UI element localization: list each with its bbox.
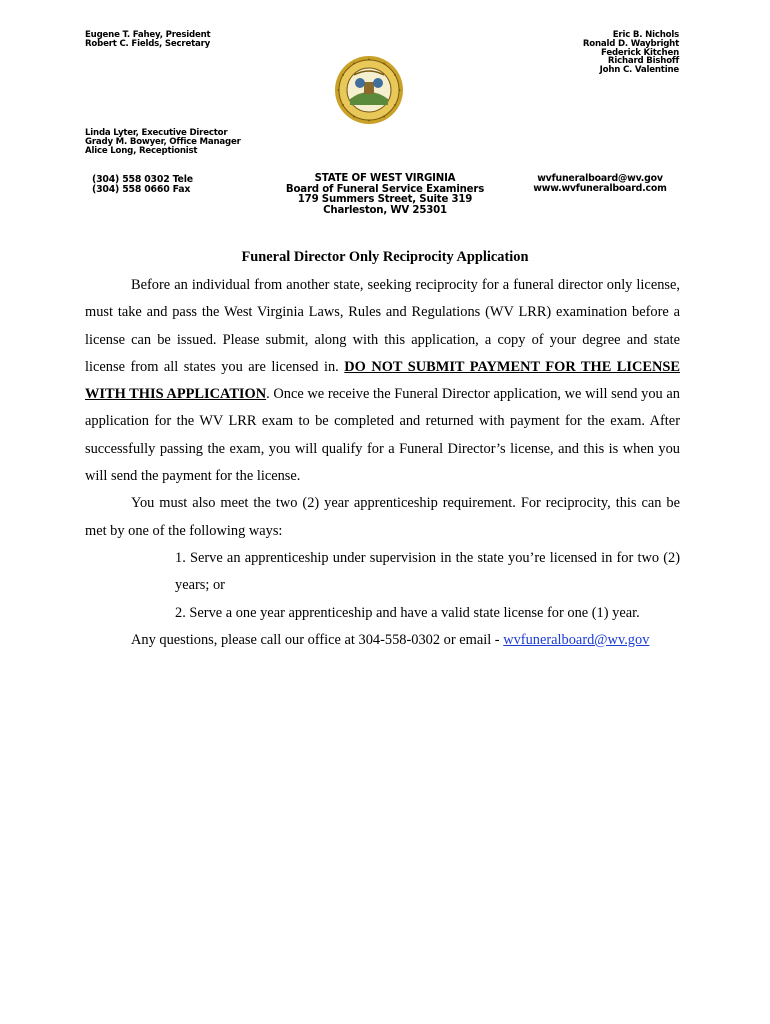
state-seal-icon	[334, 55, 404, 125]
contact-email: wvfuneralboard@wv.gov	[537, 173, 663, 184]
board-member: John C. Valentine	[599, 65, 679, 76]
staff-receptionist: Alice Long, Receptionist	[85, 145, 198, 156]
board-member: Eric B. Nichols	[612, 30, 679, 40]
officer-president: Eugene T. Fahey, President	[85, 30, 211, 40]
list-item: 2. Serve a one year apprenticeship and have a valid state license for one (1) year.	[175, 604, 640, 621]
staff-executive-director: Linda Lyter, Executive Director	[85, 128, 228, 138]
staff-office-manager: Grady M. Bowyer, Office Manager	[85, 136, 241, 147]
phone-block	[92, 175, 193, 195]
paragraph-contact: Any questions, please call our office at 304-558-0302 or email - wvfuneralboard@wv.gov	[131, 631, 650, 648]
contact-block	[500, 174, 700, 194]
agency-street: 179 Summers Street, Suite 319	[297, 194, 473, 206]
staff-block	[85, 129, 241, 155]
fax-number: (304) 558 0660 Fax	[92, 184, 191, 195]
board-members-block	[583, 31, 679, 75]
email-link[interactable]: wvfuneralboard@wv.gov	[503, 631, 650, 648]
agency-state: STATE OF WEST VIRGINIA	[314, 173, 456, 184]
phone-number: (304) 558 0302 Tele	[92, 174, 193, 185]
document-body	[85, 272, 680, 654]
agency-city: Charleston, WV 25301	[323, 204, 447, 216]
contact-website: www.wvfuneralboard.com	[533, 183, 667, 194]
paragraph-requirements: Before an individual from another state, seeking reciprocity for a funeral director only license, must take and pass the West Virginia Laws, Rules and Regulations (WV LRR) examination before a license can be issued. Please submit, along with this application, a copy of your degree and state license from all states you are licensed in. DO NOT SUBMIT PAYMENT FOR THE LICENSE WITH THIS APPLICATION. Once we receive the Funeral Director application, we will send you an application for the WV LRR exam to be completed and returned with payment for the exam. After successfully passing the exam, you will qualify for a Funeral Director’s license, and this is when you will send the payment for the license.	[85, 277, 680, 485]
officer-secretary: Robert C. Fields, Secretary	[85, 38, 211, 49]
paragraph-apprenticeship: You must also meet the two (2) year apprenticeship requirement. For reciprocity, this can be met by one of the following ways:	[85, 495, 680, 539]
agency-name: Board of Funeral Service Examiners	[285, 183, 485, 195]
document-title: Funeral Director Only Reciprocity Application	[241, 249, 529, 265]
board-member: Federick Kitchen	[601, 47, 679, 58]
board-member: Richard Bishoff	[607, 56, 679, 67]
payment-warning: DO NOT SUBMIT PAYMENT FOR THE LICENSE WITH THIS APPLICATION	[85, 358, 680, 403]
officers-block	[85, 31, 210, 49]
list-item: 1. Serve an apprenticeship under supervision in the state you’re licensed in for two (2) years; or	[175, 549, 680, 594]
board-member: Ronald D. Waybright	[582, 38, 679, 49]
agency-address-block	[270, 174, 500, 216]
